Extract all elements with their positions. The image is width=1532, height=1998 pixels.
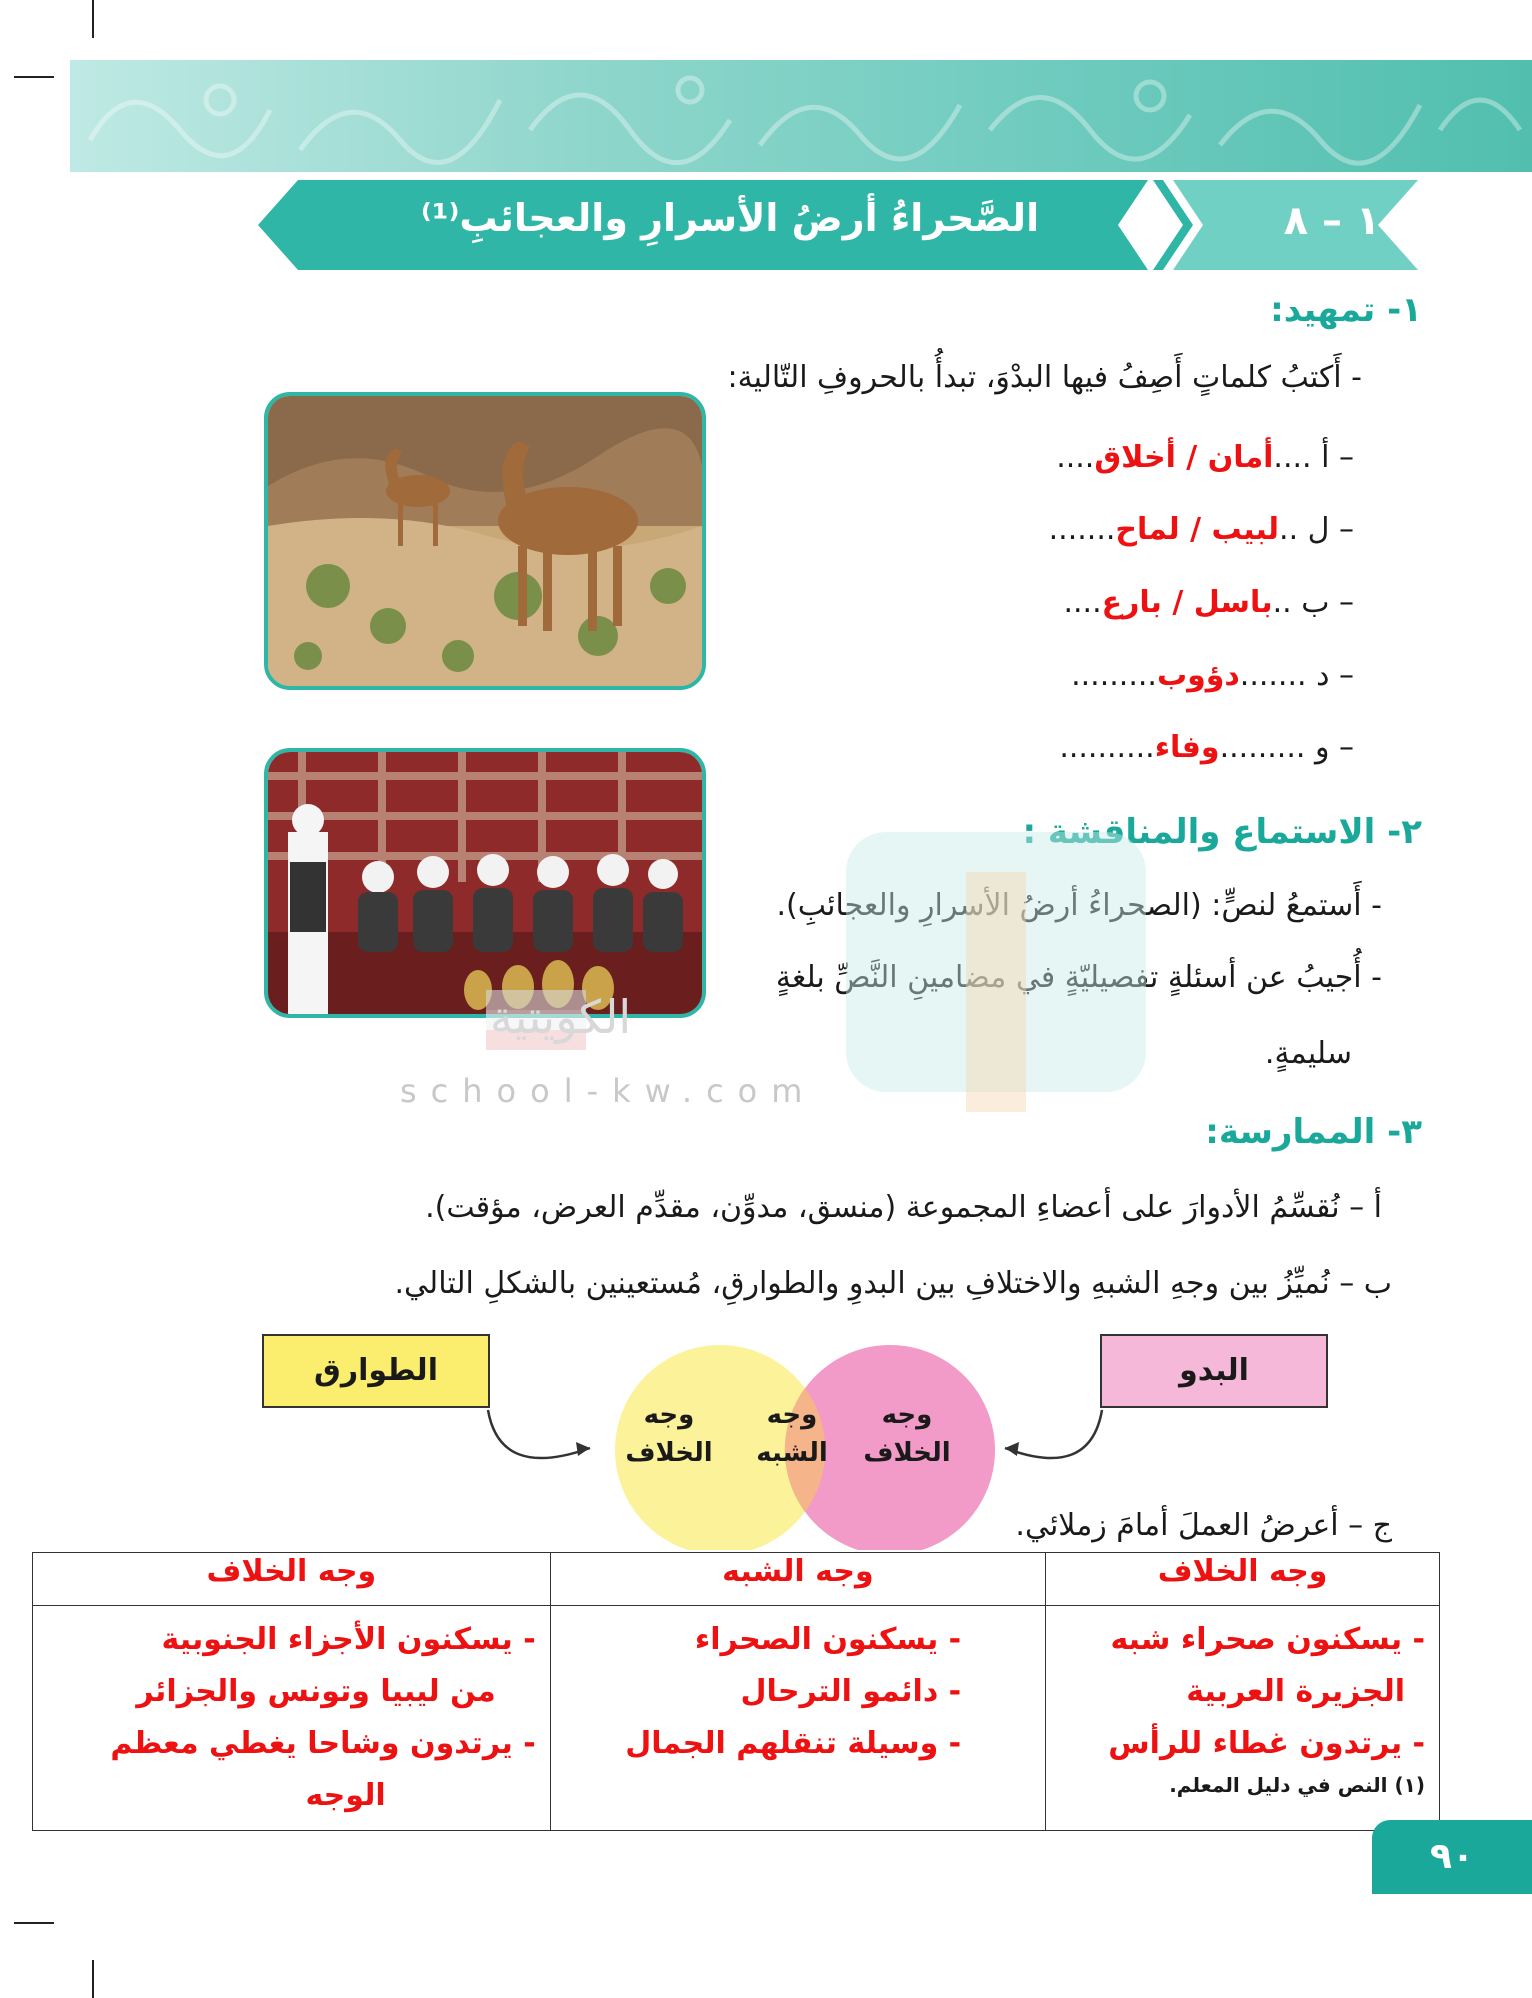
answer-text: دؤوب xyxy=(1156,658,1240,693)
section2-line2: - أُجيبُ عن أسئلةٍ تفصيليّةٍ في مضامينِ النَّصِّ بلغةٍ xyxy=(775,960,1382,995)
answer-row-dal: – د .......دؤوب......... xyxy=(1071,658,1354,693)
crop-mark xyxy=(14,1922,54,1924)
crop-mark xyxy=(92,1960,94,1998)
table-header: وجه الخلاف xyxy=(1046,1553,1440,1606)
table-header: وجه الخلاف xyxy=(33,1553,551,1606)
section3-heading: ٣- الممارسة: xyxy=(1205,1112,1422,1152)
bedouin-tent-illustration xyxy=(268,752,702,1014)
calligraphy-pattern xyxy=(70,60,1532,172)
table-header: وجه الشبه xyxy=(550,1553,1045,1606)
arrow-right xyxy=(1005,1410,1102,1458)
venn-middle-label: وجه الشبه xyxy=(756,1400,828,1468)
crop-mark xyxy=(14,76,54,78)
lesson-title: الصَّحراءُ أرضُ الأسرارِ والعجائبِ⁽¹⁾ xyxy=(420,196,1040,240)
table-header-row xyxy=(33,1553,1440,1606)
bedouin-box: البدو xyxy=(1100,1334,1328,1408)
section1-heading: ١- تمهيد: xyxy=(1270,290,1422,330)
camels-desert-photo xyxy=(264,392,706,690)
camels-illustration xyxy=(268,396,702,686)
answer-text: أمان / أخلاق xyxy=(1094,440,1274,475)
section3-item-b: ب – نُميِّزُ بين وجهِ الشبهِ والاختلافِ بين البدوِ والطوارقِ، مُستعينين بالشكلِ التالي. xyxy=(394,1266,1392,1301)
answer-row-ba: – ب ..باسل / بارع.... xyxy=(1063,585,1354,620)
table-cell-tuareg: - يسكنون الأجزاء الجنوبية من ليبيا وتونس والجزائر - يرتدون وشاحا يغطي معظم الوجه xyxy=(33,1606,551,1831)
crop-mark xyxy=(92,0,94,38)
comparison-table xyxy=(32,1552,1440,1831)
table-cell-similarity: - يسكنون الصحراء - دائمو الترحال - وسيلة تنقلهم الجمال xyxy=(550,1606,1045,1831)
table-cell-bedouin: - يسكنون صحراء شبه الجزيرة العربية - يرتدون غطاء للرأس (١) النص في دليل المعلم. xyxy=(1046,1606,1440,1831)
venn-right-label: وجه الخلاف xyxy=(863,1400,951,1468)
section3-item-c: ج – أعرضُ العملَ أمامَ زملائي. xyxy=(1015,1508,1392,1543)
watermark-name: الكويتية xyxy=(490,990,632,1044)
answer-row-lam: – ل ..لبيب / لماح....... xyxy=(1048,512,1354,547)
section3-item-a: أ – نُقسِّمُ الأدوارَ على أعضاءِ المجموعة (منسق، مدوِّن، مقدِّم العرض، مؤقت). xyxy=(425,1190,1382,1225)
section1-instruction: - أَكتبُ كلماتٍ أَصِفُ فيها البدْوَ، تبدأُ بالحروفِ التّالية: xyxy=(727,360,1362,395)
page-number-tab xyxy=(1372,1820,1532,1894)
section2-line3: سليمةٍ. xyxy=(1264,1036,1352,1071)
venn-left-label: وجه الخلاف xyxy=(625,1400,713,1468)
table-row xyxy=(33,1606,1440,1831)
section2-line1: - أَستمعُ لنصٍّ: (الصحراءُ أرضُ الأسرارِ والعجائبِ). xyxy=(776,888,1382,923)
footnote: (١) النص في دليل المعلم. xyxy=(1169,1773,1425,1797)
answer-text: وفاء xyxy=(1154,730,1220,765)
answer-text: لبيب / لماح xyxy=(1115,512,1280,547)
page-number: ٩٠ xyxy=(1430,1836,1474,1877)
bedouin-gathering-photo xyxy=(264,748,706,1018)
watermark-logo xyxy=(846,832,1156,1132)
answer-row-alif: – أ ....أمان / أخلاق.... xyxy=(1056,440,1354,475)
answer-text: باسل / بارع xyxy=(1101,585,1273,620)
section2-heading: ٢- الاستماع والمناقشة : xyxy=(1022,812,1422,852)
arrow-left xyxy=(488,1410,590,1458)
answer-row-waw: – و .........وفاء.......... xyxy=(1059,730,1354,765)
watermark-url: school-kw.com xyxy=(400,1072,817,1110)
ornament-header-band xyxy=(70,60,1532,172)
unit-number: ١ – ٨ xyxy=(1283,198,1381,244)
tuareg-box: الطوارق xyxy=(262,1334,490,1408)
